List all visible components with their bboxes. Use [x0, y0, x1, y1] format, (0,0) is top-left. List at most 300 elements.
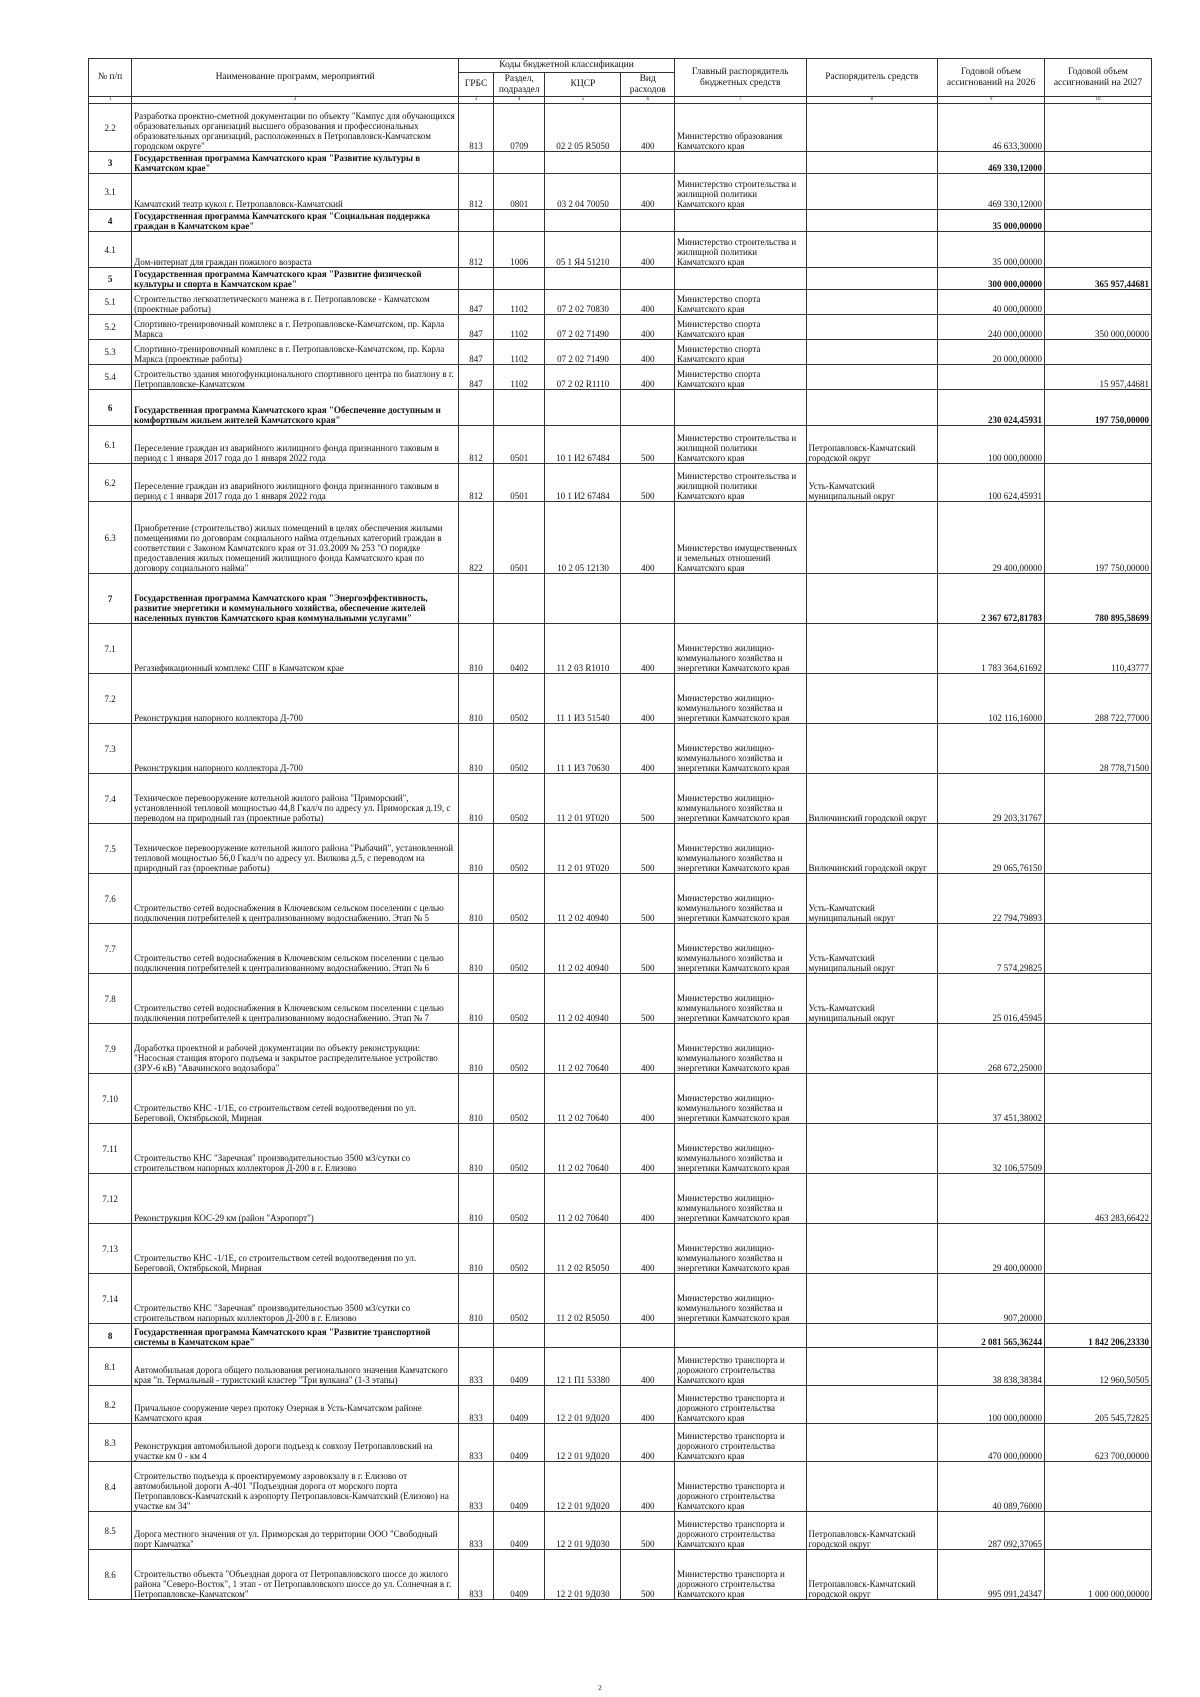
row-number-cell: 5.2	[89, 315, 132, 340]
row-vid-cell: 400	[621, 1124, 674, 1174]
row-vid-cell: 400	[621, 502, 674, 574]
row-manager-cell	[806, 674, 938, 724]
row-manager-cell	[806, 1348, 938, 1386]
row-name-cell: Строительство сетей водоснабжения в Ключевском сельском поселении с целью подключения потребителей к централизованному водоснабжению. Этап № 6	[132, 924, 459, 974]
row-vol2027-cell: 12 960,50505	[1045, 1348, 1152, 1386]
row-name-cell: Строительство здания многофункционального спортивного центра по биатлону в г. Петропавловске-Камчатском	[132, 365, 459, 390]
row-manager-cell: Усть-Камчатский муниципальный округ	[806, 874, 938, 924]
row-section-cell: 0502	[494, 1174, 545, 1224]
row-name-cell: Дорога местного значения от ул. Приморская до территории ООО "Свободный порт Камчатка"	[132, 1512, 459, 1550]
row-name-cell: Строительство КНС -1/1Е, со строительством сетей водоотведения по ул. Береговой, Октябрьской, Мирная	[132, 1224, 459, 1274]
table-row	[89, 1462, 1152, 1512]
row-vol2027-cell	[1045, 152, 1152, 174]
row-manager-cell	[806, 1386, 938, 1424]
row-manager-cell: Усть-Камчатский муниципальный округ	[806, 464, 938, 502]
row-name-cell: Автомобильная дорога общего пользования регионального значения Камчатского края "п. Термальный - туристский кластер "Три вулкана" (1-3 этапы)	[132, 1348, 459, 1386]
row-number-cell: 4	[89, 210, 132, 232]
row-vol2026-cell: 2 081 565,36244	[938, 1324, 1045, 1348]
row-number-cell: 7.7	[89, 924, 132, 974]
row-kcsr-cell: 11 2 02 70640	[545, 1174, 621, 1224]
table-row	[89, 340, 1152, 365]
row-section-cell	[494, 390, 545, 426]
row-vol2027-cell: 15 957,44681	[1045, 365, 1152, 390]
row-grbs-cell: 810	[459, 724, 494, 774]
row-grbs-cell: 810	[459, 1124, 494, 1174]
row-manager-cell	[806, 1324, 938, 1348]
column-index: 5	[545, 97, 621, 104]
row-vol2026-cell: 2 367 672,81783	[938, 574, 1045, 624]
row-section-cell: 1006	[494, 232, 545, 268]
row-vol2026-cell	[938, 1174, 1045, 1224]
row-kcsr-cell: 12 2 01 9Д030	[545, 1550, 621, 1600]
table-row	[89, 824, 1152, 874]
row-section-cell	[494, 152, 545, 174]
row-grbs-cell: 833	[459, 1462, 494, 1512]
row-vol2026-cell: 22 794,79893	[938, 874, 1045, 924]
row-section-cell: 1102	[494, 290, 545, 315]
row-manager-cell	[806, 1174, 938, 1224]
header-vid: Вид расходов	[621, 73, 674, 97]
row-vid-cell: 400	[621, 232, 674, 268]
column-index: 10	[1045, 97, 1152, 104]
row-section-cell: 0409	[494, 1462, 545, 1512]
row-number-cell: 8.1	[89, 1348, 132, 1386]
row-vid-cell: 400	[621, 104, 674, 152]
row-main-manager-cell: Министерство жилищно-коммунального хозяйства и энергетики Камчатского края	[674, 1124, 806, 1174]
row-number-cell: 7.9	[89, 1024, 132, 1074]
row-vol2026-cell: 100 000,00000	[938, 1386, 1045, 1424]
row-vol2026-cell: 469 330,12000	[938, 174, 1045, 210]
row-vid-cell	[621, 210, 674, 232]
row-number-cell: 7.8	[89, 974, 132, 1024]
header-vol2026: Годовой объем ассигнований на 2026	[938, 59, 1045, 97]
row-main-manager-cell: Министерство спорта Камчатского края	[674, 340, 806, 365]
row-name-cell: Причальное сооружение через протоку Озерная в Усть-Камчатском районе Камчатского края	[132, 1386, 459, 1424]
row-vol2026-cell: 100 624,45931	[938, 464, 1045, 502]
row-kcsr-cell: 12 2 01 9Д020	[545, 1424, 621, 1462]
row-kcsr-cell: 07 2 02 R1110	[545, 365, 621, 390]
header-section: Раздел, подраздел	[494, 73, 545, 97]
row-grbs-cell: 812	[459, 174, 494, 210]
row-main-manager-cell	[674, 210, 806, 232]
row-manager-cell	[806, 290, 938, 315]
row-vol2026-cell: 268 672,25000	[938, 1024, 1045, 1074]
row-grbs-cell: 810	[459, 974, 494, 1024]
row-vid-cell	[621, 152, 674, 174]
row-vol2027-cell: 205 545,72825	[1045, 1386, 1152, 1424]
row-grbs-cell: 810	[459, 1224, 494, 1274]
row-vol2026-cell: 29 400,00000	[938, 502, 1045, 574]
row-kcsr-cell: 07 2 02 71490	[545, 315, 621, 340]
row-section-cell	[494, 1324, 545, 1348]
row-vol2026-cell: 29 400,00000	[938, 1224, 1045, 1274]
row-vol2027-cell	[1045, 1124, 1152, 1174]
row-grbs-cell	[459, 152, 494, 174]
table-row	[89, 974, 1152, 1024]
row-kcsr-cell	[545, 574, 621, 624]
table-row	[89, 1274, 1152, 1324]
row-vol2027-cell	[1045, 1024, 1152, 1074]
row-section-cell: 0502	[494, 774, 545, 824]
row-kcsr-cell: 11 2 02 R5050	[545, 1224, 621, 1274]
row-name-cell: Техническое перевооружение котельной жилого района "Рыбачий", установленной тепловой мощностью 56,0 Гкал/ч по адресу ул. Вилкова д.5, с переводом на природный газ (проектные работы)	[132, 824, 459, 874]
row-vid-cell: 400	[621, 724, 674, 774]
column-index-row	[89, 97, 1152, 104]
row-grbs-cell: 810	[459, 824, 494, 874]
row-grbs-cell	[459, 268, 494, 290]
row-name-cell: Реконструкция напорного коллектора Д-700	[132, 724, 459, 774]
column-index: 1	[89, 97, 132, 104]
budget-table-sheet	[88, 58, 1152, 1600]
row-number-cell: 5.1	[89, 290, 132, 315]
row-main-manager-cell	[674, 1324, 806, 1348]
row-main-manager-cell: Министерство строительства и жилищной политики Камчатского края	[674, 232, 806, 268]
row-section-cell: 0502	[494, 974, 545, 1024]
row-number-cell: 5.3	[89, 340, 132, 365]
row-main-manager-cell: Министерство жилищно-коммунального хозяйства и энергетики Камчатского края	[674, 924, 806, 974]
row-name-cell: Государственная программа Камчатского края "Энергоэффективность, развитие энергетики и коммунального хозяйства, обеспечение жителей населенных пунктов Камчатского края коммунальными услугами"	[132, 574, 459, 624]
row-section-cell: 0502	[494, 1274, 545, 1324]
row-main-manager-cell: Министерство жилищно-коммунального хозяйства и энергетики Камчатского края	[674, 974, 806, 1024]
row-section-cell: 0502	[494, 824, 545, 874]
row-name-cell: Реконструкция напорного коллектора Д-700	[132, 674, 459, 724]
row-vid-cell: 400	[621, 1348, 674, 1386]
row-kcsr-cell: 11 2 02 40940	[545, 924, 621, 974]
row-vol2026-cell: 470 000,00000	[938, 1424, 1045, 1462]
row-vol2027-cell: 463 283,66422	[1045, 1174, 1152, 1224]
row-main-manager-cell: Министерство транспорта и дорожного строительства Камчатского края	[674, 1348, 806, 1386]
row-name-cell: Строительство КНС -1/1Е, со строительством сетей водоотведения по ул. Береговой, Октябрьской, Мирная	[132, 1074, 459, 1124]
row-section-cell: 0502	[494, 1224, 545, 1274]
row-vid-cell: 400	[621, 1074, 674, 1124]
row-kcsr-cell: 10 1 И2 67484	[545, 426, 621, 464]
table-row	[89, 232, 1152, 268]
row-grbs-cell: 847	[459, 315, 494, 340]
row-vol2026-cell: 469 330,12000	[938, 152, 1045, 174]
row-vid-cell: 400	[621, 315, 674, 340]
row-vol2027-cell	[1045, 104, 1152, 152]
row-vol2026-cell: 32 106,57509	[938, 1124, 1045, 1174]
row-kcsr-cell: 11 1 И3 70630	[545, 724, 621, 774]
row-number-cell: 5	[89, 268, 132, 290]
row-name-cell: Разработка проектно-сметной документации по объекту "Кампус для обучающихся образовательных организаций высшего образования и профессиональных образовательных организаций, расположенных в Петропавловск-Камчатском городском округе"	[132, 104, 459, 152]
row-vol2027-cell	[1045, 1512, 1152, 1550]
row-vol2026-cell: 100 000,00000	[938, 426, 1045, 464]
row-vol2027-cell: 350 000,00000	[1045, 315, 1152, 340]
table-row	[89, 924, 1152, 974]
row-vol2027-cell	[1045, 210, 1152, 232]
row-vol2026-cell: 1 783 364,61692	[938, 624, 1045, 674]
row-vol2026-cell: 102 116,16000	[938, 674, 1045, 724]
header-name: Наименование программ, мероприятий	[132, 59, 459, 97]
table-row	[89, 502, 1152, 574]
row-kcsr-cell: 11 2 02 40940	[545, 874, 621, 924]
row-manager-cell	[806, 315, 938, 340]
row-kcsr-cell: 12 2 01 9Д020	[545, 1462, 621, 1512]
row-number-cell: 7.14	[89, 1274, 132, 1324]
row-kcsr-cell: 10 1 И2 67484	[545, 464, 621, 502]
row-vid-cell: 400	[621, 340, 674, 365]
table-row	[89, 774, 1152, 824]
row-grbs-cell: 810	[459, 674, 494, 724]
row-kcsr-cell: 12 2 01 9Д030	[545, 1512, 621, 1550]
row-kcsr-cell: 11 2 01 9Т020	[545, 774, 621, 824]
row-grbs-cell	[459, 574, 494, 624]
column-index: 7	[674, 97, 806, 104]
table-row	[89, 1224, 1152, 1274]
table-row	[89, 1386, 1152, 1424]
row-name-cell: Приобретение (строительство) жилых помещений в целях обеспечения жилыми помещениями по договорам социального найма отдельных категорий граждан в соответствии с Законом Камчатского края от 31.03.2009 № 253 "О порядке предоставления жилых помещений жилищного фонда Камчатского края по договору социального найма"	[132, 502, 459, 574]
row-grbs-cell: 810	[459, 874, 494, 924]
program-row	[89, 210, 1152, 232]
row-kcsr-cell: 11 2 02 R5050	[545, 1274, 621, 1324]
row-name-cell: Переселение граждан из аварийного жилищного фонда признанного таковым в период с 1 января 2017 года до 1 января 2022 года	[132, 426, 459, 464]
row-kcsr-cell	[545, 210, 621, 232]
row-kcsr-cell: 07 2 02 71490	[545, 340, 621, 365]
row-section-cell: 1102	[494, 365, 545, 390]
row-name-cell: Государственная программа Камчатского края "Развитие физической культуры и спорта в Камчатском крае"	[132, 268, 459, 290]
row-grbs-cell: 822	[459, 502, 494, 574]
row-manager-cell	[806, 210, 938, 232]
row-manager-cell	[806, 1074, 938, 1124]
row-manager-cell	[806, 724, 938, 774]
row-vid-cell: 400	[621, 1024, 674, 1074]
row-vol2026-cell: 37 451,38002	[938, 1074, 1045, 1124]
table-row	[89, 674, 1152, 724]
row-grbs-cell: 810	[459, 1174, 494, 1224]
row-main-manager-cell: Министерство жилищно-коммунального хозяйства и энергетики Камчатского края	[674, 874, 806, 924]
row-number-cell: 3.1	[89, 174, 132, 210]
row-main-manager-cell	[674, 152, 806, 174]
row-vid-cell: 500	[621, 464, 674, 502]
row-number-cell: 6.2	[89, 464, 132, 502]
row-vid-cell: 500	[621, 774, 674, 824]
row-kcsr-cell: 10 2 05 12130	[545, 502, 621, 574]
row-number-cell: 7.5	[89, 824, 132, 874]
row-kcsr-cell: 07 2 02 70830	[545, 290, 621, 315]
row-section-cell: 0409	[494, 1550, 545, 1600]
table-row	[89, 290, 1152, 315]
row-vol2026-cell: 35 000,00000	[938, 232, 1045, 268]
row-vol2027-cell	[1045, 340, 1152, 365]
row-vid-cell: 500	[621, 924, 674, 974]
row-vid-cell: 400	[621, 674, 674, 724]
row-vid-cell: 500	[621, 874, 674, 924]
row-main-manager-cell: Министерство спорта Камчатского края	[674, 365, 806, 390]
row-vol2027-cell: 197 750,00000	[1045, 502, 1152, 574]
row-vol2027-cell: 365 957,44681	[1045, 268, 1152, 290]
row-vol2027-cell	[1045, 874, 1152, 924]
row-section-cell: 0502	[494, 1074, 545, 1124]
row-vid-cell: 400	[621, 174, 674, 210]
row-section-cell: 0502	[494, 1024, 545, 1074]
header-codes: Коды бюджетной классификации	[459, 59, 675, 73]
row-grbs-cell: 833	[459, 1386, 494, 1424]
table-row	[89, 1124, 1152, 1174]
table-row	[89, 174, 1152, 210]
row-manager-cell	[806, 1224, 938, 1274]
row-vid-cell	[621, 390, 674, 426]
row-name-cell: Строительство КНС "Заречная" производительностью 3500 м3/сутки со строительством напорных коллекторов Д-200 в г. Елизово	[132, 1274, 459, 1324]
row-vol2027-cell	[1045, 1224, 1152, 1274]
row-kcsr-cell: 12 1 П1 53380	[545, 1348, 621, 1386]
row-vol2026-cell: 40 089,76000	[938, 1462, 1045, 1512]
row-vol2026-cell: 29 065,76150	[938, 824, 1045, 874]
row-vol2026-cell: 230 024,45931	[938, 390, 1045, 426]
table-row	[89, 624, 1152, 674]
row-main-manager-cell	[674, 390, 806, 426]
row-main-manager-cell	[674, 574, 806, 624]
row-main-manager-cell: Министерство строительства и жилищной политики Камчатского края	[674, 174, 806, 210]
column-index: 3	[459, 97, 494, 104]
row-kcsr-cell: 02 2 05 R5050	[545, 104, 621, 152]
row-name-cell: Спортивно-тренировочный комплекс в г. Петропавловске-Камчатском, пр. Карла Маркса	[132, 315, 459, 340]
row-number-cell: 8.2	[89, 1386, 132, 1424]
row-number-cell: 7.10	[89, 1074, 132, 1124]
row-section-cell	[494, 210, 545, 232]
row-vol2026-cell: 46 633,30000	[938, 104, 1045, 152]
row-manager-cell	[806, 1024, 938, 1074]
row-manager-cell: Петропавловск-Камчатский городской округ	[806, 1550, 938, 1600]
row-vol2026-cell	[938, 724, 1045, 774]
row-vol2026-cell: 20 000,00000	[938, 340, 1045, 365]
row-main-manager-cell: Министерство жилищно-коммунального хозяйства и энергетики Камчатского края	[674, 774, 806, 824]
row-number-cell: 5.4	[89, 365, 132, 390]
row-kcsr-cell	[545, 152, 621, 174]
table-row	[89, 1074, 1152, 1124]
row-manager-cell: Вилючинский городской округ	[806, 824, 938, 874]
row-vol2026-cell: 29 203,31767	[938, 774, 1045, 824]
row-kcsr-cell: 11 2 02 70640	[545, 1024, 621, 1074]
row-vol2026-cell: 240 000,00000	[938, 315, 1045, 340]
row-grbs-cell: 812	[459, 464, 494, 502]
row-section-cell	[494, 574, 545, 624]
row-grbs-cell	[459, 210, 494, 232]
row-vol2027-cell	[1045, 1462, 1152, 1512]
row-main-manager-cell: Министерство жилищно-коммунального хозяйства и энергетики Камчатского края	[674, 1074, 806, 1124]
row-vid-cell: 400	[621, 1386, 674, 1424]
row-vol2026-cell: 40 000,00000	[938, 290, 1045, 315]
row-number-cell: 7.3	[89, 724, 132, 774]
header-main-manager: Главный распорядитель бюджетных средств	[674, 59, 806, 97]
row-vol2027-cell	[1045, 464, 1152, 502]
row-main-manager-cell: Министерство жилищно-коммунального хозяйства и энергетики Камчатского края	[674, 824, 806, 874]
row-section-cell: 0801	[494, 174, 545, 210]
row-name-cell: Строительство КНС "Заречная" производительностью 3500 м3/сутки со строительством напорных коллекторов Д-200 в г. Елизово	[132, 1124, 459, 1174]
table-row	[89, 724, 1152, 774]
row-main-manager-cell: Министерство жилищно-коммунального хозяйства и энергетики Камчатского края	[674, 1174, 806, 1224]
row-grbs-cell: 833	[459, 1424, 494, 1462]
row-section-cell: 0709	[494, 104, 545, 152]
table-row	[89, 1424, 1152, 1462]
row-number-cell: 7.4	[89, 774, 132, 824]
row-manager-cell: Вилючинский городской округ	[806, 774, 938, 824]
column-index: 6	[621, 97, 674, 104]
table-row	[89, 874, 1152, 924]
row-grbs-cell: 810	[459, 924, 494, 974]
row-main-manager-cell: Министерство имущественных и земельных отношений Камчатского края	[674, 502, 806, 574]
row-main-manager-cell	[674, 268, 806, 290]
row-grbs-cell	[459, 1324, 494, 1348]
row-vid-cell: 400	[621, 365, 674, 390]
row-main-manager-cell: Министерство транспорта и дорожного строительства Камчатского края	[674, 1424, 806, 1462]
row-main-manager-cell: Министерство спорта Камчатского края	[674, 290, 806, 315]
row-section-cell: 0501	[494, 426, 545, 464]
row-number-cell: 7.2	[89, 674, 132, 724]
row-vid-cell	[621, 1324, 674, 1348]
row-number-cell: 8	[89, 1324, 132, 1348]
program-row	[89, 574, 1152, 624]
row-vid-cell	[621, 574, 674, 624]
row-name-cell: Строительство легкоатлетического манежа в г. Петропавловске - Камчатском (проектные работы)	[132, 290, 459, 315]
row-main-manager-cell: Министерство жилищно-коммунального хозяйства и энергетики Камчатского края	[674, 674, 806, 724]
row-number-cell: 7.1	[89, 624, 132, 674]
table-row	[89, 1174, 1152, 1224]
row-name-cell: Реконструкция КОС-29 км (район "Аэропорт")	[132, 1174, 459, 1224]
row-vol2027-cell: 623 700,00000	[1045, 1424, 1152, 1462]
row-number-cell: 6	[89, 390, 132, 426]
row-kcsr-cell: 03 2 04 70050	[545, 174, 621, 210]
row-main-manager-cell: Министерство транспорта и дорожного строительства Камчатского края	[674, 1386, 806, 1424]
row-grbs-cell: 847	[459, 365, 494, 390]
row-main-manager-cell: Министерство жилищно-коммунального хозяйства и энергетики Камчатского края	[674, 1024, 806, 1074]
row-grbs-cell: 810	[459, 1024, 494, 1074]
row-number-cell: 7.13	[89, 1224, 132, 1274]
program-row	[89, 268, 1152, 290]
row-vol2027-cell	[1045, 290, 1152, 315]
row-vol2027-cell: 288 722,77000	[1045, 674, 1152, 724]
row-number-cell: 7.12	[89, 1174, 132, 1224]
row-manager-cell	[806, 1124, 938, 1174]
header-num: № п/п	[89, 59, 132, 97]
row-main-manager-cell: Министерство спорта Камчатского края	[674, 315, 806, 340]
row-manager-cell	[806, 268, 938, 290]
table-row	[89, 1024, 1152, 1074]
table-row	[89, 1550, 1152, 1600]
row-vol2026-cell: 25 016,45945	[938, 974, 1045, 1024]
row-vid-cell: 400	[621, 290, 674, 315]
row-vid-cell: 400	[621, 1462, 674, 1512]
table-row	[89, 104, 1152, 152]
row-section-cell: 0502	[494, 674, 545, 724]
row-vol2026-cell: 38 838,38384	[938, 1348, 1045, 1386]
table-row	[89, 426, 1152, 464]
row-name-cell: Дом-интернат для граждан пожилого возраста	[132, 232, 459, 268]
row-manager-cell	[806, 232, 938, 268]
row-name-cell: Государственная программа Камчатского края "Обеспечение доступным и комфортным жильем жителей Камчатского края"	[132, 390, 459, 426]
row-main-manager-cell: Министерство жилищно-коммунального хозяйства и энергетики Камчатского края	[674, 624, 806, 674]
row-name-cell: Доработка проектной и рабочей документации по объекту реконструкции: "Насосная станция второго подъема и закрытое распределительное устройство (ЗРУ-6 кВ) "Авачинского водозабора"	[132, 1024, 459, 1074]
row-grbs-cell: 813	[459, 104, 494, 152]
row-vid-cell: 400	[621, 1274, 674, 1324]
program-row	[89, 390, 1152, 426]
row-manager-cell	[806, 1462, 938, 1512]
row-number-cell: 6.3	[89, 502, 132, 574]
row-manager-cell	[806, 174, 938, 210]
row-name-cell: Государственная программа Камчатского края "Развитие культуры в Камчатском крае"	[132, 152, 459, 174]
row-section-cell: 0409	[494, 1386, 545, 1424]
row-vol2027-cell	[1045, 774, 1152, 824]
table-body	[89, 104, 1152, 1600]
row-manager-cell: Усть-Камчатский муниципальный округ	[806, 974, 938, 1024]
row-vol2027-cell	[1045, 924, 1152, 974]
row-manager-cell: Петропавловск-Камчатский городской округ	[806, 426, 938, 464]
row-name-cell: Реконструкция автомобильной дороги подъезд к совхозу Петропавловский на участке км 0 - км 4	[132, 1424, 459, 1462]
row-section-cell: 1102	[494, 315, 545, 340]
row-number-cell: 7	[89, 574, 132, 624]
row-section-cell: 1102	[494, 340, 545, 365]
row-main-manager-cell: Министерство транспорта и дорожного строительства Камчатского края	[674, 1550, 806, 1600]
